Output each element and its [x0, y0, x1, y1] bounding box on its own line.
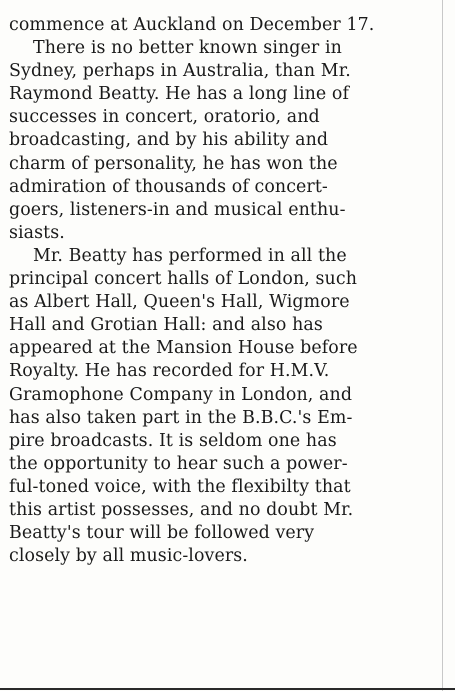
article-line: closely by all music-lovers.: [9, 546, 248, 567]
article-line: broadcasting, and by his ability and: [9, 130, 329, 151]
article-line: has also taken part in the B.B.C.'s Em-: [9, 407, 353, 428]
article-line: commence at Auckland on December 17.: [9, 15, 375, 35]
article-line: charm of personality, he has won the: [9, 153, 338, 174]
article-line: Hall and Grotian Hall: and also has: [9, 315, 323, 336]
article-line: principal concert halls of London, such: [9, 269, 357, 290]
article-line: this artist possesses, and no doubt Mr.: [9, 499, 354, 520]
article-line: pire broadcasts. It is seldom one has: [9, 430, 337, 451]
bottom-rule: [0, 688, 455, 690]
article-line: Mr. Beatty has performed in all the: [33, 245, 347, 266]
column-edge: [442, 0, 443, 691]
article-line: the opportunity to hear such a power-: [9, 453, 348, 474]
article-line: ful-toned voice, with the flexibilty that: [9, 476, 351, 497]
article-line: as Albert Hall, Queen's Hall, Wigmore: [9, 292, 350, 313]
article-line: siasts.: [9, 222, 65, 243]
article-line: goers, listeners-in and musical enthu-: [9, 199, 346, 220]
article-line: There is no better known singer in: [33, 38, 342, 59]
article-line: admiration of thousands of concert-: [9, 176, 328, 197]
article-line: successes in concert, oratorio, and: [9, 107, 320, 128]
article-line: appeared at the Mansion House before: [9, 338, 358, 359]
article-line: Raymond Beatty. He has a long line of: [9, 84, 350, 105]
article-column: [9, 14, 435, 568]
article-line: Beatty's tour will be followed very: [9, 523, 315, 544]
article-line: Royalty. He has recorded for H.M.V.: [9, 361, 330, 382]
article-line: Sydney, perhaps in Australia, than Mr.: [9, 61, 351, 82]
article-line: Gramophone Company in London, and: [9, 384, 353, 405]
